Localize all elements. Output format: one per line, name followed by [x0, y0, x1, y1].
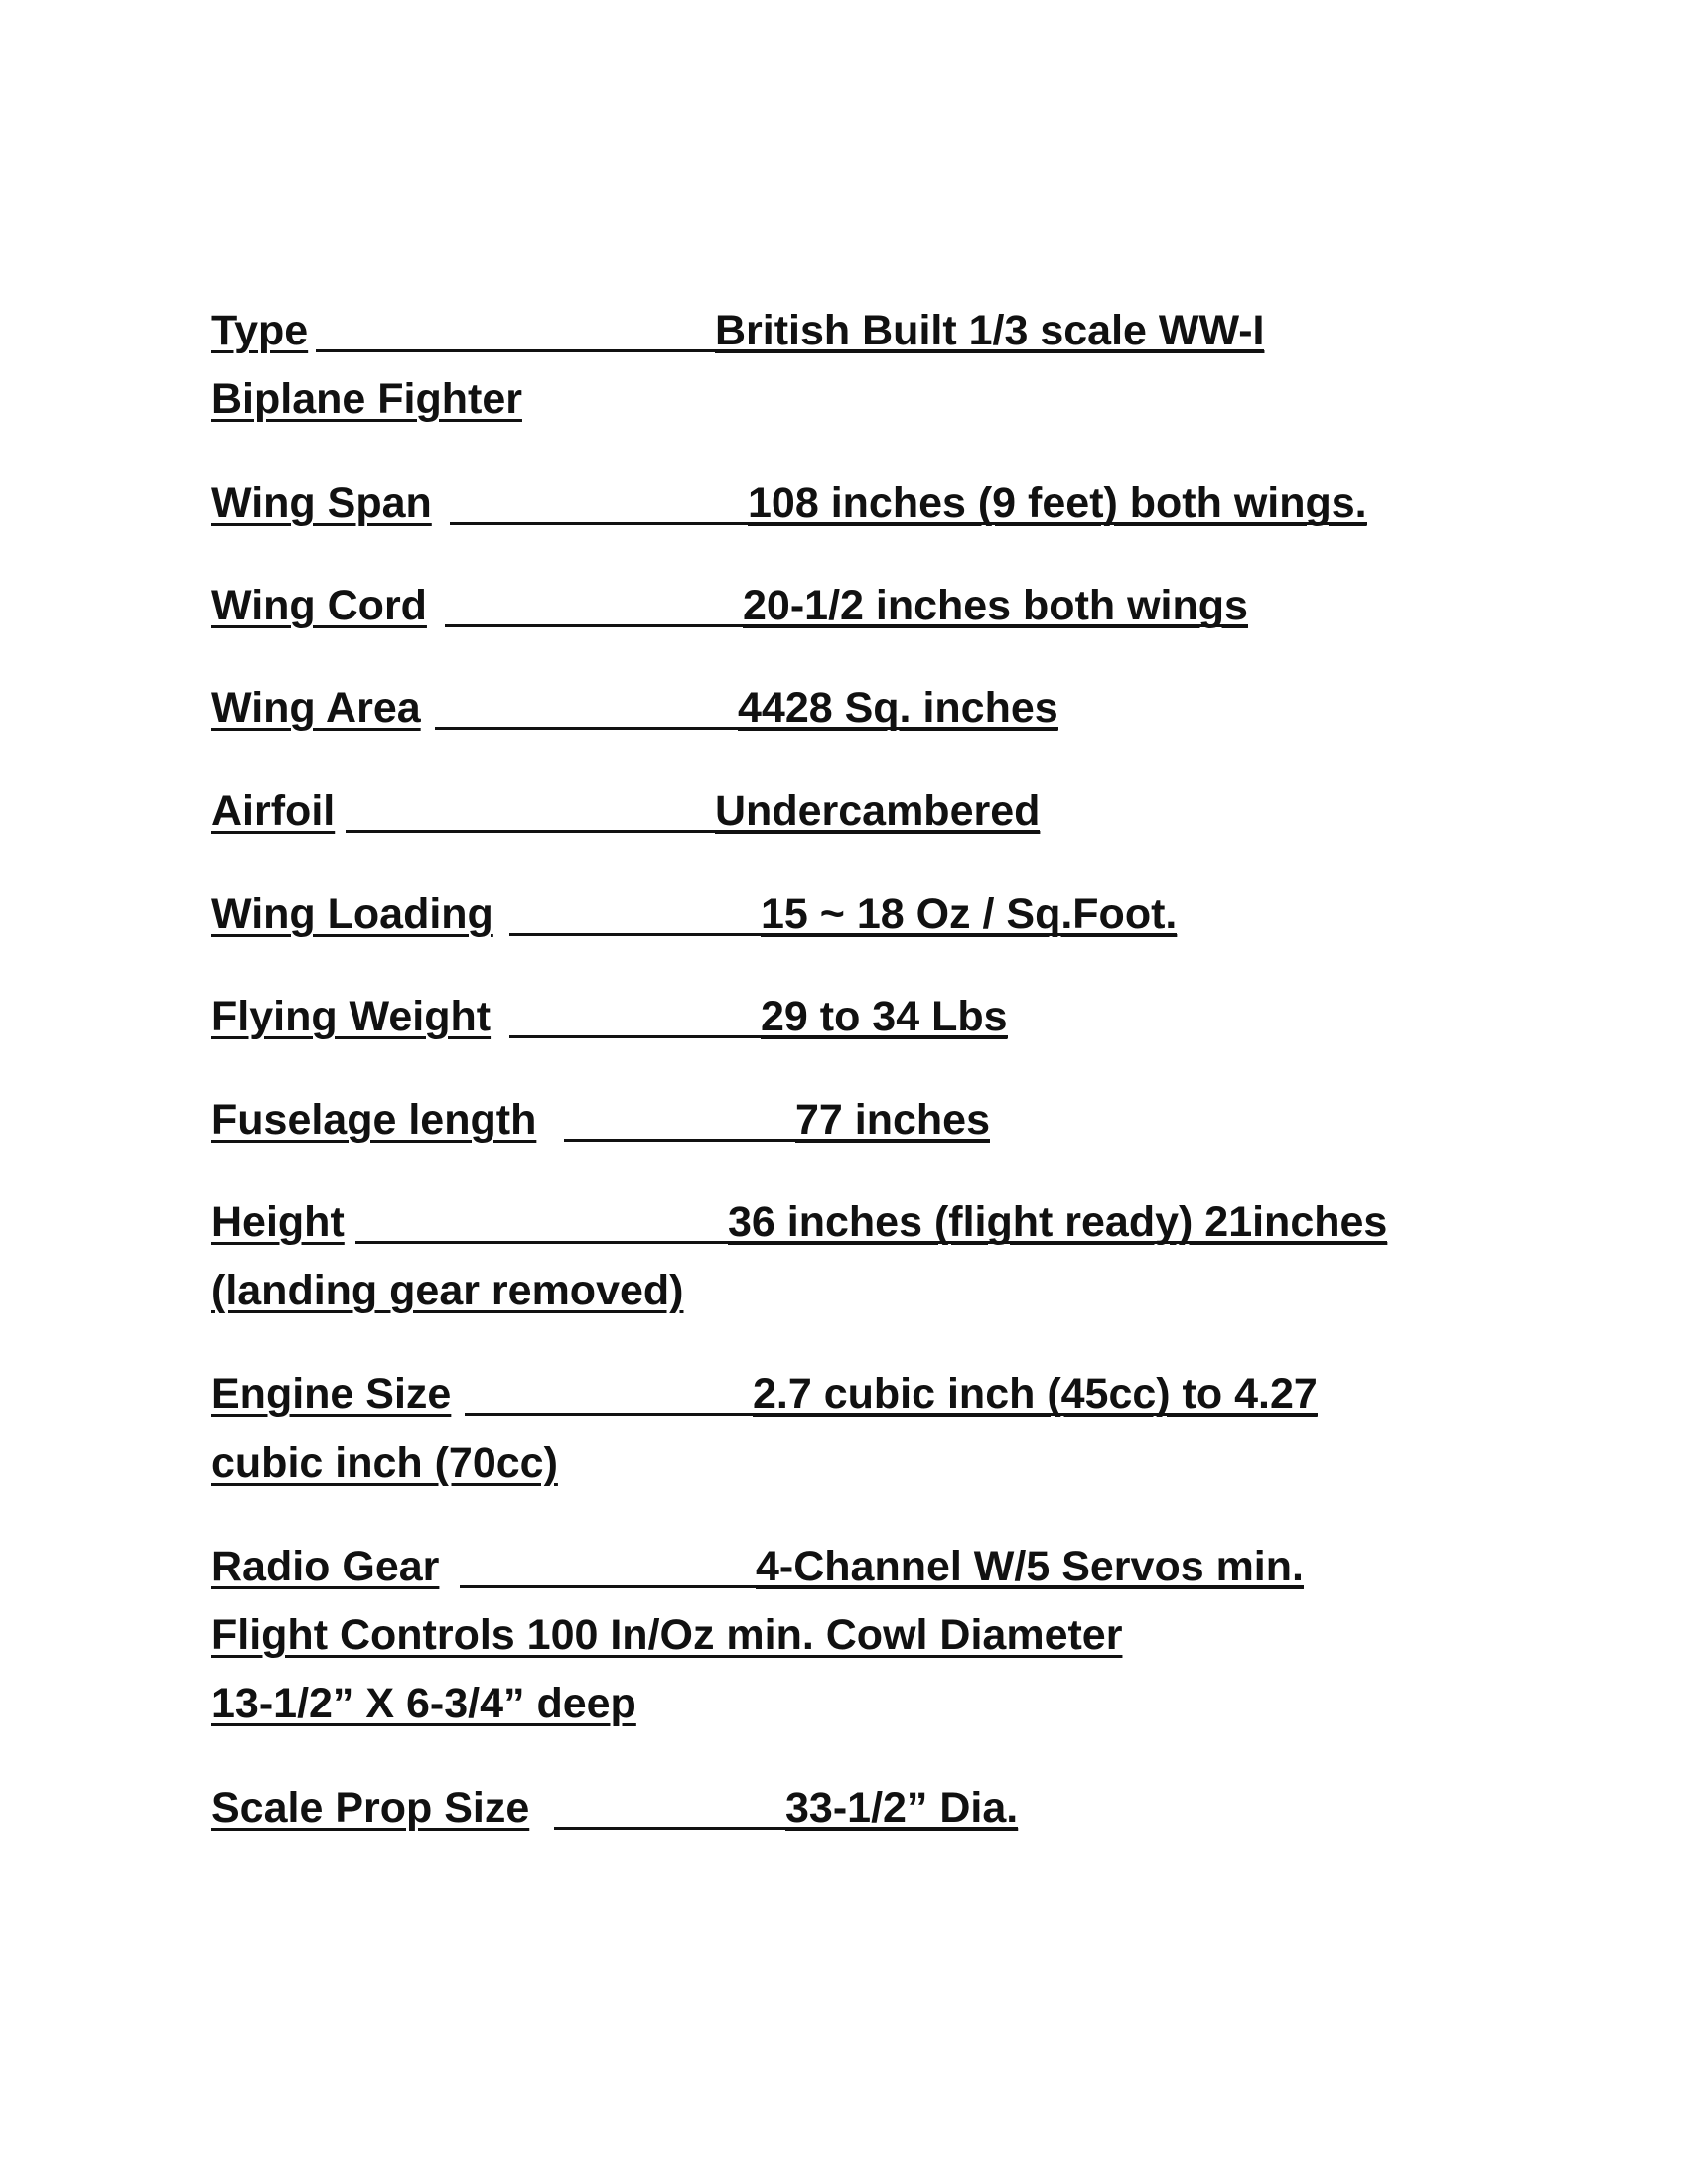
- spec-row-wing-loading: [211, 888, 1254, 940]
- spec-value-flying-weight: 29 to 34 Lbs: [761, 993, 1008, 1040]
- spec-label-wing-loading: Wing Loading: [211, 890, 493, 938]
- spec-value-type: British Built 1/3 scale WW-I: [715, 307, 1265, 354]
- spec-value-wing-area: 4428 Sq. inches: [738, 684, 1058, 732]
- spec-continuation-height: (landing gear removed): [211, 1267, 684, 1314]
- spec-row-scale-prop-size: [211, 1782, 1204, 1834]
- spec-label-type: Type: [211, 307, 309, 354]
- spec-label-wing-area: Wing Area: [211, 684, 421, 732]
- spec-label-flying-weight: Flying Weight: [211, 993, 492, 1040]
- spec-row-type: [211, 305, 1334, 356]
- spec-row-engine-size: [211, 1368, 1423, 1420]
- spec-continuation-radio-gear-1: Flight Controls 100 In/Oz min. Cowl Diameter: [211, 1611, 1123, 1659]
- spec-value-scale-prop-size: 33-1/2” Dia.: [785, 1784, 1019, 1832]
- spec-label-engine-size: Engine Size: [211, 1370, 452, 1418]
- spec-label-wing-cord: Wing Cord: [211, 582, 427, 629]
- spec-value-wing-span: 108 inches (9 feet) both wings.: [748, 479, 1367, 527]
- spec-row-radio-gear: [211, 1541, 1403, 1592]
- spec-value-airfoil: Undercambered: [715, 787, 1041, 835]
- spec-value-wing-loading: 15 ~ 18 Oz / Sq.Foot.: [761, 890, 1178, 938]
- spec-continuation-type: Biplane Fighter: [211, 375, 522, 423]
- spec-label-wing-span: Wing Span: [211, 479, 432, 527]
- spec-label-radio-gear: Radio Gear: [211, 1543, 440, 1590]
- spec-row-fuselage-length: [211, 1094, 1204, 1146]
- spec-row-height: [211, 1196, 1463, 1248]
- spec-value-fuselage-length: 77 inches: [795, 1096, 990, 1144]
- spec-label-fuselage-length: Fuselage length: [211, 1096, 537, 1144]
- spec-label-scale-prop-size: Scale Prop Size: [211, 1784, 530, 1832]
- spec-value-wing-cord: 20-1/2 inches both wings: [743, 582, 1248, 629]
- spec-row-wing-span: [211, 478, 1453, 529]
- spec-value-height: 36 inches (flight ready) 21inches: [728, 1198, 1388, 1246]
- spec-value-radio-gear: 4-Channel W/5 Servos min.: [756, 1543, 1304, 1590]
- spec-row-flying-weight: [211, 991, 1204, 1042]
- spec-value-engine-size: 2.7 cubic inch (45cc) to 4.27: [753, 1370, 1318, 1418]
- spec-row-airfoil: [211, 785, 1204, 837]
- spec-continuation-radio-gear-2: 13-1/2” X 6-3/4” deep: [211, 1680, 636, 1727]
- spec-label-airfoil: Airfoil: [211, 787, 336, 835]
- spec-row-wing-cord: [211, 580, 1324, 631]
- spec-continuation-engine-size: cubic inch (70cc): [211, 1439, 558, 1487]
- spec-label-height: Height: [211, 1198, 345, 1246]
- spec-row-wing-area: [211, 682, 1204, 734]
